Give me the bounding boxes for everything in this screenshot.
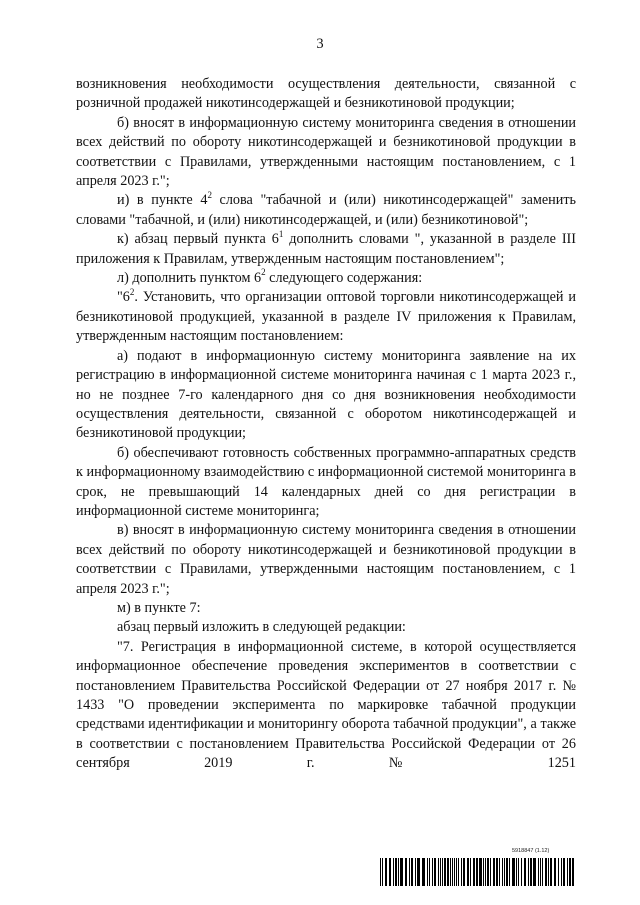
paragraph: "$6^2$. Установить, что организации оптовой торговли никотинсодержащей и безникотиновой продукцией, указанной в разделе IV приложения к Правилам, утвержденным настоящим постановлением: [76,286,576,345]
paragraph: л) дополнить пунктом $6^2$ следующего содержания: [117,267,423,287]
paragraph: возникновения необходимости осуществления деятельности, связанной с розничной продажей никотинсодержащей и безникотиновой продукции; [76,76,576,112]
paragraph: м) в пункте 7: [117,599,201,616]
paragraph: к) абзац первый пункта $6^1$ дополнить словами ", указанной в разделе III приложения к Правилам, утвержденным настоящим постановлением"; [76,228,577,267]
paragraph: абзац первый изложить в следующей редакции: [117,619,406,636]
document-code: 5918847 (1.12) [512,848,550,854]
paragraph: б) обеспечивают готовность собственных программно-аппаратных средств к информационному взаимодействию с информационной системой мониторинга в срок, не превышающий 14 календарных дней со дня регистрации в информационной системе мониторинга; [76,444,576,519]
paragraph: "7. Регистрация в информационной системе, в которой осуществляется информационное обеспечение проведения экспериментов в соответствии с постановлением Правительства Российской Федерации от 27 ноября 2017 г. № 1433 "О проведении эксперимента по маркировке табачной продукции средствами идентификации и мониторингу оборота табачной продукции", а также в соответствии с постановлением Правительства Российской Федерации от 26 сентября 2019 г. № 1251 [76,638,576,772]
document-body [76,75,576,774]
paragraph: и) в пункте $4^2$ слова "табачной и (или) никотинсодержащей" заменить словами "табачной, и (или) никотинсодержащей, и (или) безникотиновой"; [76,189,577,228]
barcode-image [380,858,576,886]
paragraph: в) вносят в информационную систему мониторинга сведения в отношении всех действий по обороту никотинсодержащей и безникотиновой продукции в соответствии с Правилами, утвержденными настоящим постановлением, с 1 апреля 2023 г."; [76,522,576,597]
page-number: 3 [316,36,324,52]
paragraph: б) вносят в информационную систему мониторинга сведения в отношении всех действий по обороту никотинсодержащей и безникотиновой продукции в соответствии с Правилами, утвержденными настоящим постановлением, с 1 апреля 2023 г."; [76,114,576,190]
paragraph: а) подают в информационную систему мониторинга заявление на их регистрацию в информационной системе мониторинга начиная с 1 марта 2023 г., но не позднее 7-го календарного дня со дня возникновения необходимости осуществления деятельности, связанной с оборотом никотинсодержащей и безникотиновой продукции; [76,347,576,442]
